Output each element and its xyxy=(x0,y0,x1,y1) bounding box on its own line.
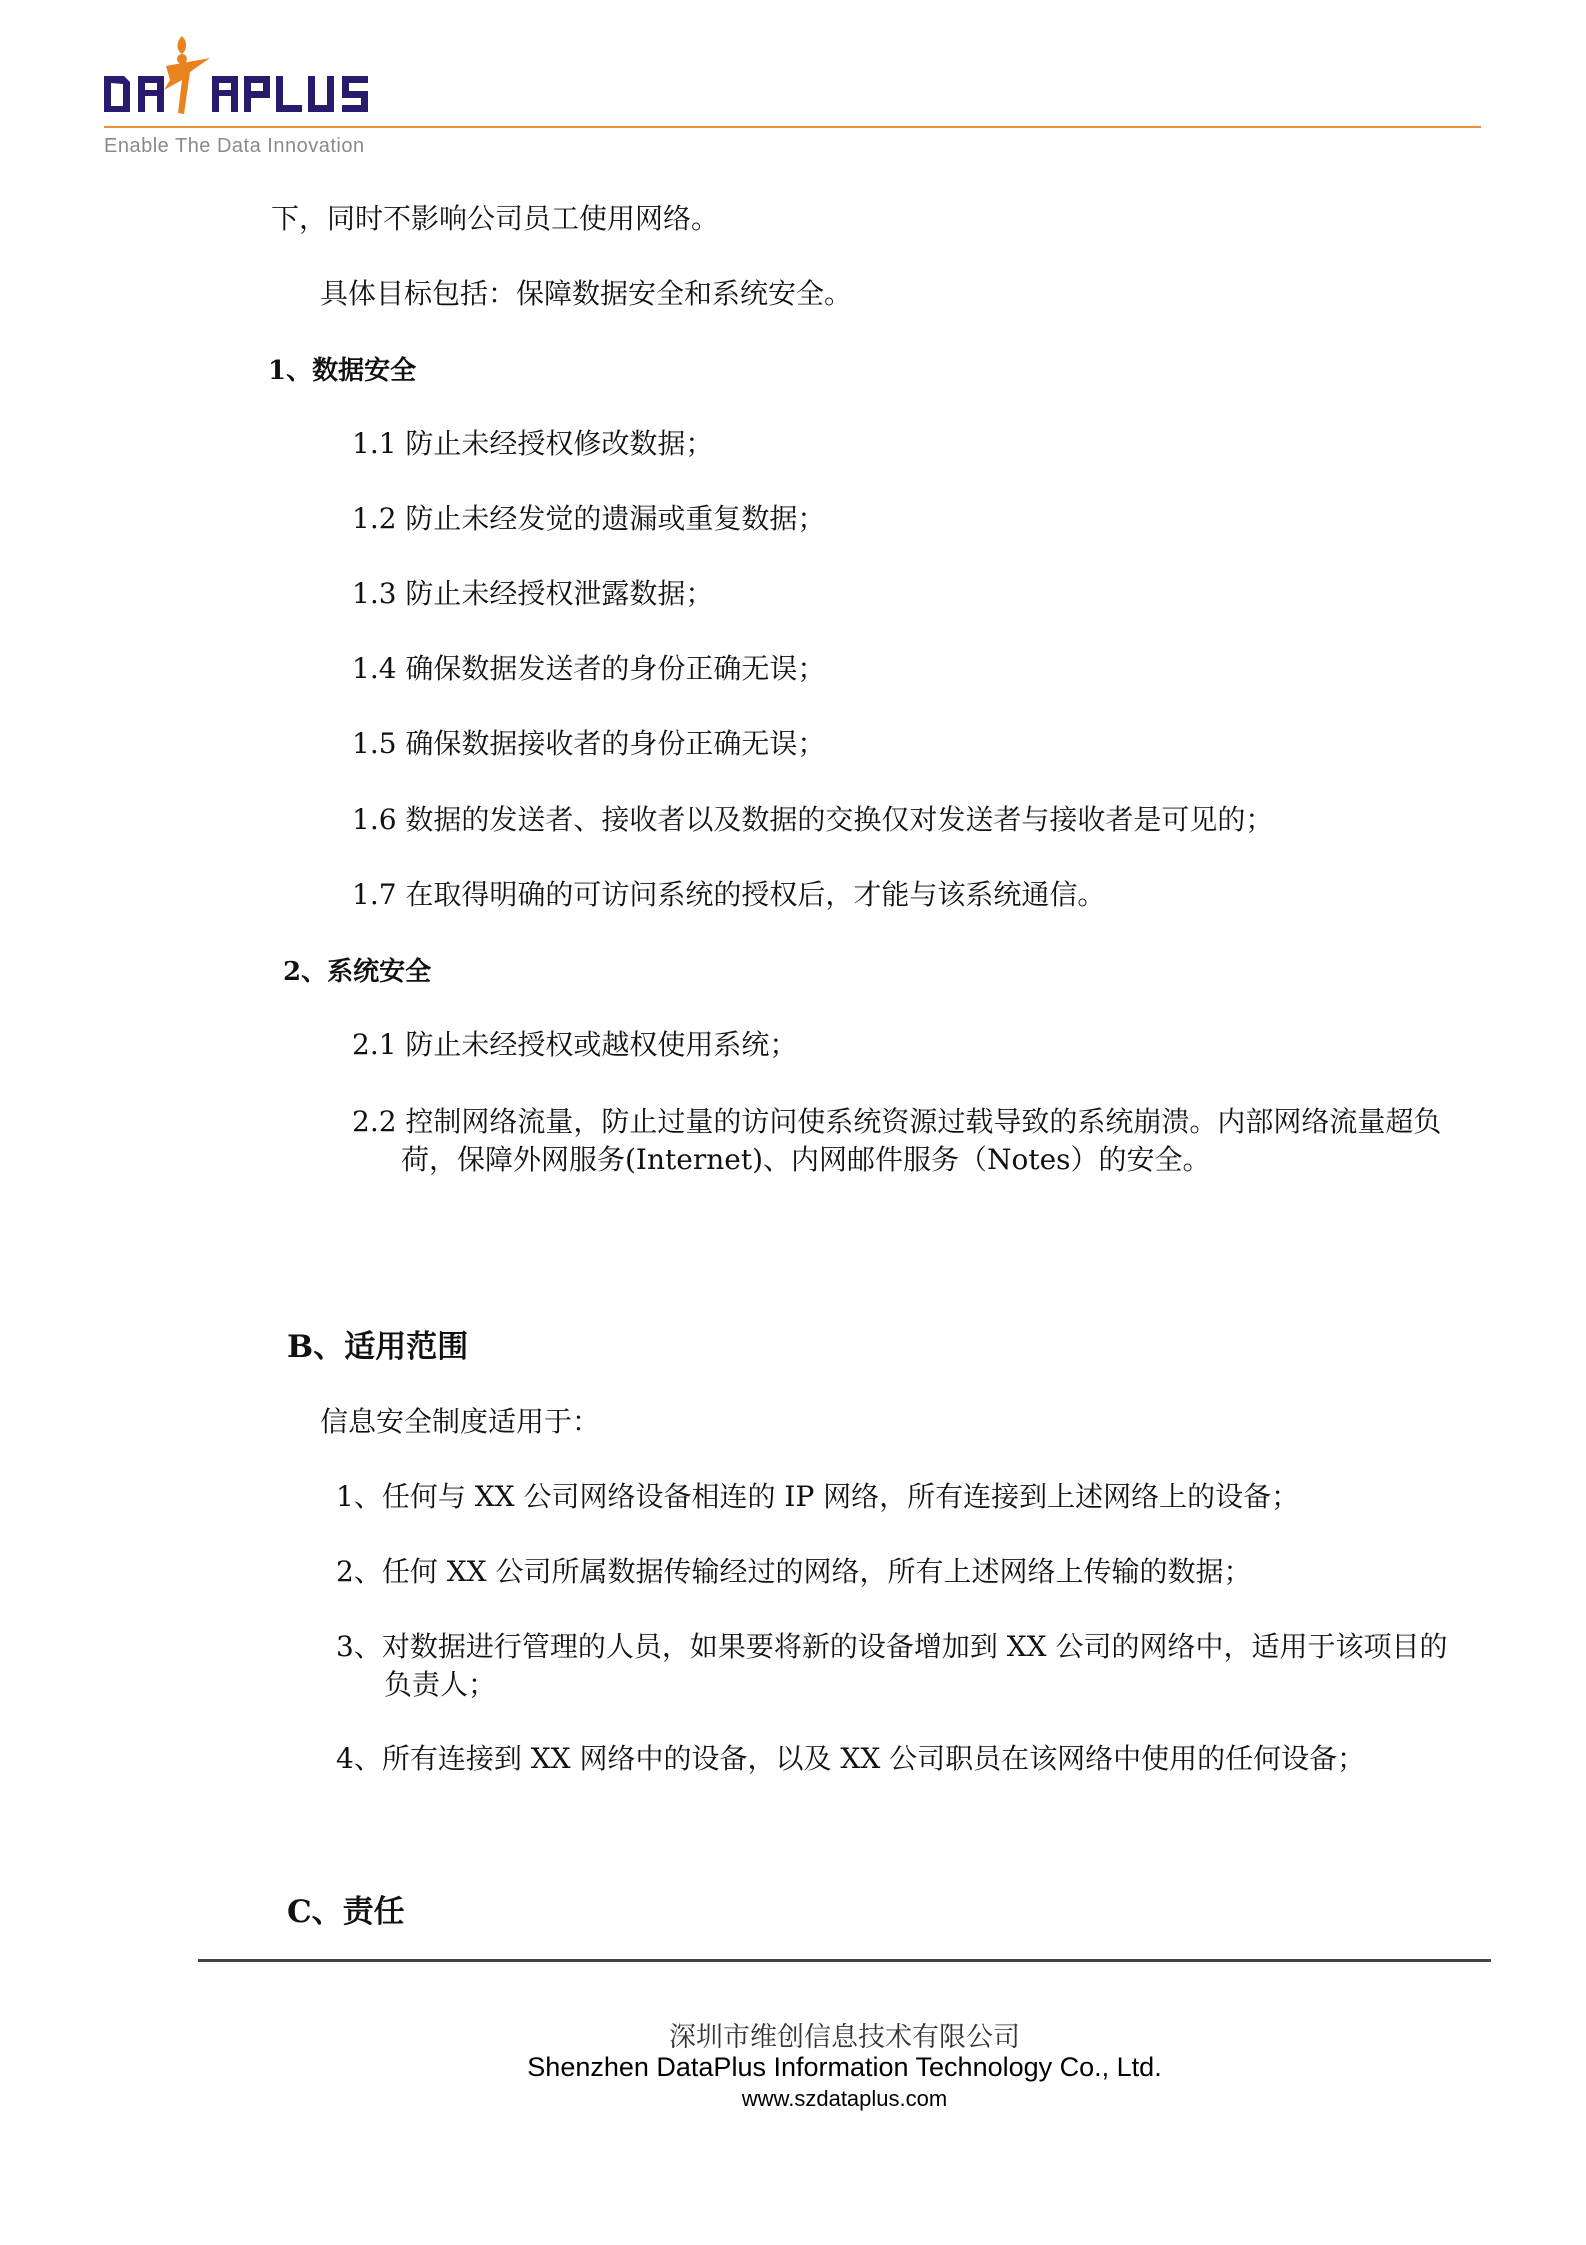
footer-company-cn: 深圳市维创信息技术有限公司 xyxy=(669,2022,1020,2053)
list-item: 1.7 在取得明确的可访问系统的授权后，才能与该系统通信。 xyxy=(352,878,1106,911)
list-item: 1.3 防止未经授权泄露数据； xyxy=(352,577,714,610)
header-divider xyxy=(104,126,1481,128)
section-heading: 2、系统安全 xyxy=(283,957,432,987)
footer-divider xyxy=(198,1959,1491,1962)
footer-company-en: Shenzhen DataPlus Information Technology Co., Ltd. xyxy=(527,2052,1162,2082)
paragraph: 信息安全制度适用于： xyxy=(320,1405,601,1438)
paragraph: 具体目标包括：保障数据安全和系统安全。 xyxy=(320,277,853,310)
list-item: 2.1 防止未经授权或越权使用系统； xyxy=(352,1028,798,1061)
section-heading: B、适用范围 xyxy=(287,1329,469,1365)
paragraph: 下，同时不影响公司员工使用网络。 xyxy=(271,202,720,235)
list-item: 1.1 防止未经授权修改数据； xyxy=(352,427,714,460)
list-item: 2、任何 XX 公司所属数据传输经过的网络，所有上述网络上传输的数据； xyxy=(336,1555,1252,1588)
tagline: Enable The Data Innovation xyxy=(104,135,365,157)
footer-website: www.szdataplus.com xyxy=(741,2086,948,2111)
list-item: 1.2 防止未经发觉的遗漏或重复数据； xyxy=(352,502,826,535)
list-item: 2.2 控制网络流量，防止过量的访问使系统资源过载导致的系统崩溃。内部网络流量超负荷，保障外网服务(Internet)、内网邮件服务（Notes）的安全。 xyxy=(352,1105,1442,1176)
list-item: 1.4 确保数据发送者的身份正确无误； xyxy=(352,652,826,685)
list-item: 3、对数据进行管理的人员，如果要将新的设备增加到 XX 公司的网络中，适用于该项目的负责人； xyxy=(336,1630,1448,1701)
list-item: 1.6 数据的发送者、接收者以及数据的交换仅对发送者与接收者是可见的； xyxy=(352,803,1274,836)
list-item: 4、所有连接到 XX 网络中的设备，以及 XX 公司职员在该网络中使用的任何设备； xyxy=(336,1742,1366,1775)
list-item: 1.5 确保数据接收者的身份正确无误； xyxy=(352,727,826,760)
section-heading: 1、数据安全 xyxy=(268,356,417,386)
list-item: 1、任何与 XX 公司网络设备相连的 IP 网络，所有连接到上述网络上的设备； xyxy=(336,1480,1300,1513)
section-heading: C、责任 xyxy=(287,1894,405,1930)
dataplus-logo xyxy=(102,34,382,118)
